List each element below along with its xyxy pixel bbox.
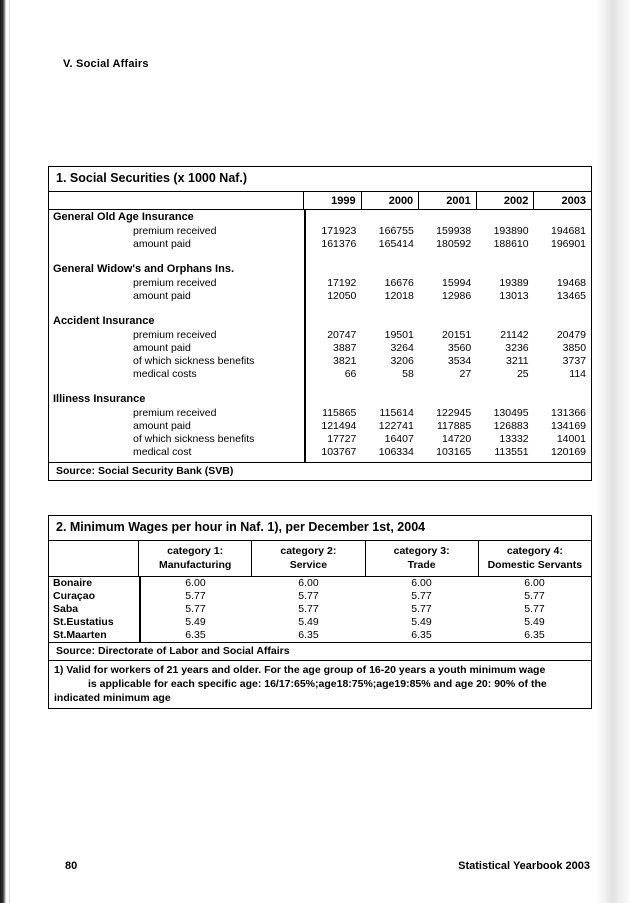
table-social-securities-caption: 1. Social Securities (x 1000 Naf.)	[49, 167, 591, 192]
table-cell-value: 27	[459, 368, 472, 381]
table-cell-value: 19389	[499, 277, 529, 290]
scan-edge-right-artifact	[596, 0, 630, 903]
table-cell-value: 3560	[447, 342, 472, 355]
table-cell-value: 6.35	[411, 629, 432, 642]
table-row	[49, 329, 591, 342]
table-group-heading-row	[49, 210, 591, 225]
table-cell-value: 16407	[384, 433, 414, 446]
table-cell-value: 122945	[436, 407, 472, 420]
row-label-island: St.Maarten	[53, 629, 107, 642]
table-cell-value: 3264	[390, 342, 414, 355]
row-label: amount paid	[133, 290, 191, 303]
table-cell-value: 12986	[442, 290, 472, 303]
column-header-line-1: category 4:	[506, 544, 563, 557]
table-cell-value: 159938	[436, 225, 472, 238]
table-row	[49, 446, 591, 459]
chapter-title: V. Social Affairs	[63, 58, 149, 70]
table-cell-value: 12018	[384, 290, 414, 303]
table-row	[49, 290, 591, 303]
table-cell-value: 58	[402, 368, 414, 381]
column-header-year: 2001	[419, 192, 477, 209]
table-cell-value: 161376	[321, 238, 357, 251]
table-cell-value: 6.35	[185, 629, 206, 642]
table-cell-value: 20151	[442, 329, 472, 342]
row-label-island: Saba	[53, 603, 79, 616]
table-row	[49, 368, 591, 381]
table-cell-value: 6.00	[185, 577, 206, 590]
footnote-line-2: is applicable for each specific age: 16/17:65%;age18:75%;age19:85% and age 20: 90% of the	[88, 678, 547, 691]
table-minimum-wages-footnote	[49, 660, 591, 709]
column-header-line-2: Service	[289, 558, 328, 571]
table-vertical-rule	[139, 577, 141, 642]
table-minimum-wages-body	[49, 577, 591, 642]
table-cell-value: 115614	[379, 407, 414, 420]
table-cell-value: 17192	[327, 277, 357, 290]
row-label-island: St.Eustatius	[53, 616, 114, 629]
table-cell-value: 19468	[556, 277, 587, 290]
column-header-year: 1999	[304, 192, 362, 209]
table-social-securities-source: Source: Social Security Bank (SVB)	[49, 462, 591, 480]
table-row	[49, 225, 591, 238]
row-label: amount paid	[133, 342, 191, 355]
table-cell-value: 5.49	[298, 616, 319, 629]
table-cell-value: 193890	[493, 225, 529, 238]
table-cell-value: 20747	[327, 329, 357, 342]
table-cell-value: 5.77	[185, 603, 206, 616]
table-row	[49, 603, 591, 616]
column-header-line-2: Manufacturing	[158, 558, 232, 571]
table-minimum-wages	[48, 515, 592, 709]
table-cell-value: 122741	[378, 420, 414, 433]
table-cell-value: 5.49	[411, 616, 432, 629]
row-label: medical costs	[133, 368, 197, 381]
table-cell-value: 66	[344, 368, 357, 381]
table-cell-value: 121494	[321, 420, 357, 433]
table-spacer-row	[49, 303, 591, 314]
table-cell-value: 3534	[447, 355, 472, 368]
table-row	[49, 433, 591, 446]
column-header-category	[252, 541, 365, 576]
column-header-line-1: category 1:	[167, 544, 224, 557]
table-cell-value: 117885	[436, 420, 472, 433]
table-group-heading-row	[49, 262, 591, 277]
row-label-island: Bonaire	[53, 577, 93, 590]
table-cell-value: 19501	[384, 329, 414, 342]
table-cell-value: 3850	[562, 342, 587, 355]
row-label: of which sickness benefits	[133, 433, 255, 446]
column-header-year: 2003	[561, 194, 586, 207]
table-social-securities-grid	[49, 192, 591, 462]
table-cell-value: 188610	[493, 238, 529, 251]
group-label: General Old Age Insurance	[53, 211, 194, 224]
table-minimum-wages-caption: 2. Minimum Wages per hour in Naf. 1), per December 1st, 2004	[49, 516, 591, 541]
table-cell-value: 196901	[550, 238, 587, 251]
table-cell-value: 131366	[550, 407, 587, 420]
table-social-securities-body	[49, 210, 591, 462]
row-label: premium received	[133, 407, 217, 420]
table-row	[49, 420, 591, 433]
table-cell-value: 165414	[378, 238, 414, 251]
table-spacer-row	[49, 381, 591, 392]
column-header-year: 2000	[362, 192, 420, 209]
table-row	[49, 629, 591, 642]
footnote-line-3: indicated minimum age	[54, 692, 171, 705]
scan-edge-left-line-artifact	[9, 0, 10, 903]
table-cell-value: 5.77	[524, 603, 545, 616]
table-cell-value: 6.35	[298, 629, 319, 642]
table-cell-value: 14720	[442, 433, 472, 446]
column-header-year: 2002	[477, 192, 535, 209]
table-cell-value: 12050	[327, 290, 357, 303]
table-cell-value: 6.00	[298, 577, 319, 590]
group-label: Illiness Insurance	[53, 393, 146, 406]
footnote-line-1: 1) Valid for workers of 21 years and older. For the age group of 16-20 years a youth minimum wage	[54, 663, 546, 676]
table-cell-value: 130495	[493, 407, 529, 420]
row-label: medical cost	[133, 446, 192, 459]
table-spacer-row	[49, 251, 591, 262]
table-row	[49, 616, 591, 629]
table-cell-value: 120169	[550, 446, 587, 459]
table-vertical-rule	[304, 210, 306, 462]
row-label: amount paid	[133, 238, 191, 251]
column-header-line-1: category 2:	[280, 544, 337, 557]
table-cell-value: 103165	[436, 446, 472, 459]
table-cell-value: 21142	[500, 329, 529, 342]
row-label: amount paid	[133, 420, 191, 433]
table-cell-value: 180592	[436, 238, 472, 251]
row-label: premium received	[133, 277, 217, 290]
row-label: of which sickness benefits	[133, 355, 255, 368]
table-cell-value: 3737	[562, 355, 587, 368]
table-cell-value: 194681	[550, 225, 587, 238]
header-spacer-cell	[49, 192, 304, 209]
table-cell-value: 5.77	[298, 590, 319, 603]
table-cell-value: 166755	[378, 225, 414, 238]
table-cell-value: 103767	[321, 446, 357, 459]
table-cell-value: 3887	[333, 342, 357, 355]
column-header-line-2: Domestic Servants	[487, 558, 583, 571]
column-header-category	[366, 541, 479, 576]
table-group-heading-row	[49, 392, 591, 407]
table-cell-value: 113551	[494, 446, 529, 459]
table-cell-value: 5.77	[411, 603, 432, 616]
table-cell-value: 25	[516, 368, 529, 381]
group-label: Accident Insurance	[53, 315, 155, 328]
table-cell-value: 3211	[506, 355, 529, 368]
column-header-line-1: category 3:	[393, 544, 450, 557]
column-header-blank	[49, 541, 139, 576]
table-cell-value: 16676	[384, 277, 414, 290]
column-header-category	[139, 541, 252, 576]
row-label-island: Curaçao	[53, 590, 96, 603]
table-cell-value: 3821	[333, 355, 357, 368]
table-social-securities-header-row	[49, 192, 591, 210]
table-cell-value: 5.49	[185, 616, 206, 629]
table-cell-value: 3236	[505, 342, 529, 355]
table-cell-value: 17727	[327, 433, 357, 446]
table-cell-value: 126883	[493, 420, 529, 433]
table-minimum-wages-header-row	[49, 541, 591, 577]
column-header-category	[479, 541, 591, 576]
table-cell-value: 106334	[378, 446, 414, 459]
row-label: premium received	[133, 225, 217, 238]
table-cell-value: 171923	[321, 225, 357, 238]
table-cell-value: 6.00	[411, 577, 432, 590]
table-row	[49, 355, 591, 368]
table-row	[49, 277, 591, 290]
table-cell-value: 5.49	[524, 616, 545, 629]
table-cell-value: 13332	[499, 433, 529, 446]
table-cell-value: 3206	[390, 355, 414, 368]
column-header-line-2: Trade	[407, 558, 436, 571]
table-group-heading-row	[49, 314, 591, 329]
table-cell-value: 134169	[550, 420, 587, 433]
table-cell-value: 15994	[442, 277, 472, 290]
scan-edge-left-artifact	[0, 0, 6, 903]
table-cell-value: 6.00	[524, 577, 545, 590]
table-row	[49, 238, 591, 251]
table-social-securities	[48, 166, 592, 481]
table-minimum-wages-source: Source: Directorate of Labor and Social Affairs	[49, 642, 591, 660]
table-row	[49, 342, 591, 355]
table-cell-value: 5.77	[185, 590, 206, 603]
table-cell-value: 114	[569, 368, 587, 381]
table-cell-value: 5.77	[524, 590, 545, 603]
table-cell-value: 13465	[556, 290, 587, 303]
footer-page-number: 80	[65, 860, 78, 872]
table-row	[49, 407, 591, 420]
footer-book-title: Statistical Yearbook 2003	[458, 860, 590, 872]
table-row	[49, 577, 591, 590]
group-label: General Widow's and Orphans Ins.	[53, 263, 234, 276]
table-cell-value: 115865	[322, 407, 357, 420]
table-cell-value: 20479	[556, 329, 587, 342]
table-cell-value: 5.77	[411, 590, 432, 603]
row-label: premium received	[133, 329, 217, 342]
table-cell-value: 5.77	[298, 603, 319, 616]
table-cell-value: 14001	[556, 433, 587, 446]
table-cell-value: 6.35	[524, 629, 545, 642]
table-row	[49, 590, 591, 603]
table-cell-value: 13013	[499, 290, 529, 303]
